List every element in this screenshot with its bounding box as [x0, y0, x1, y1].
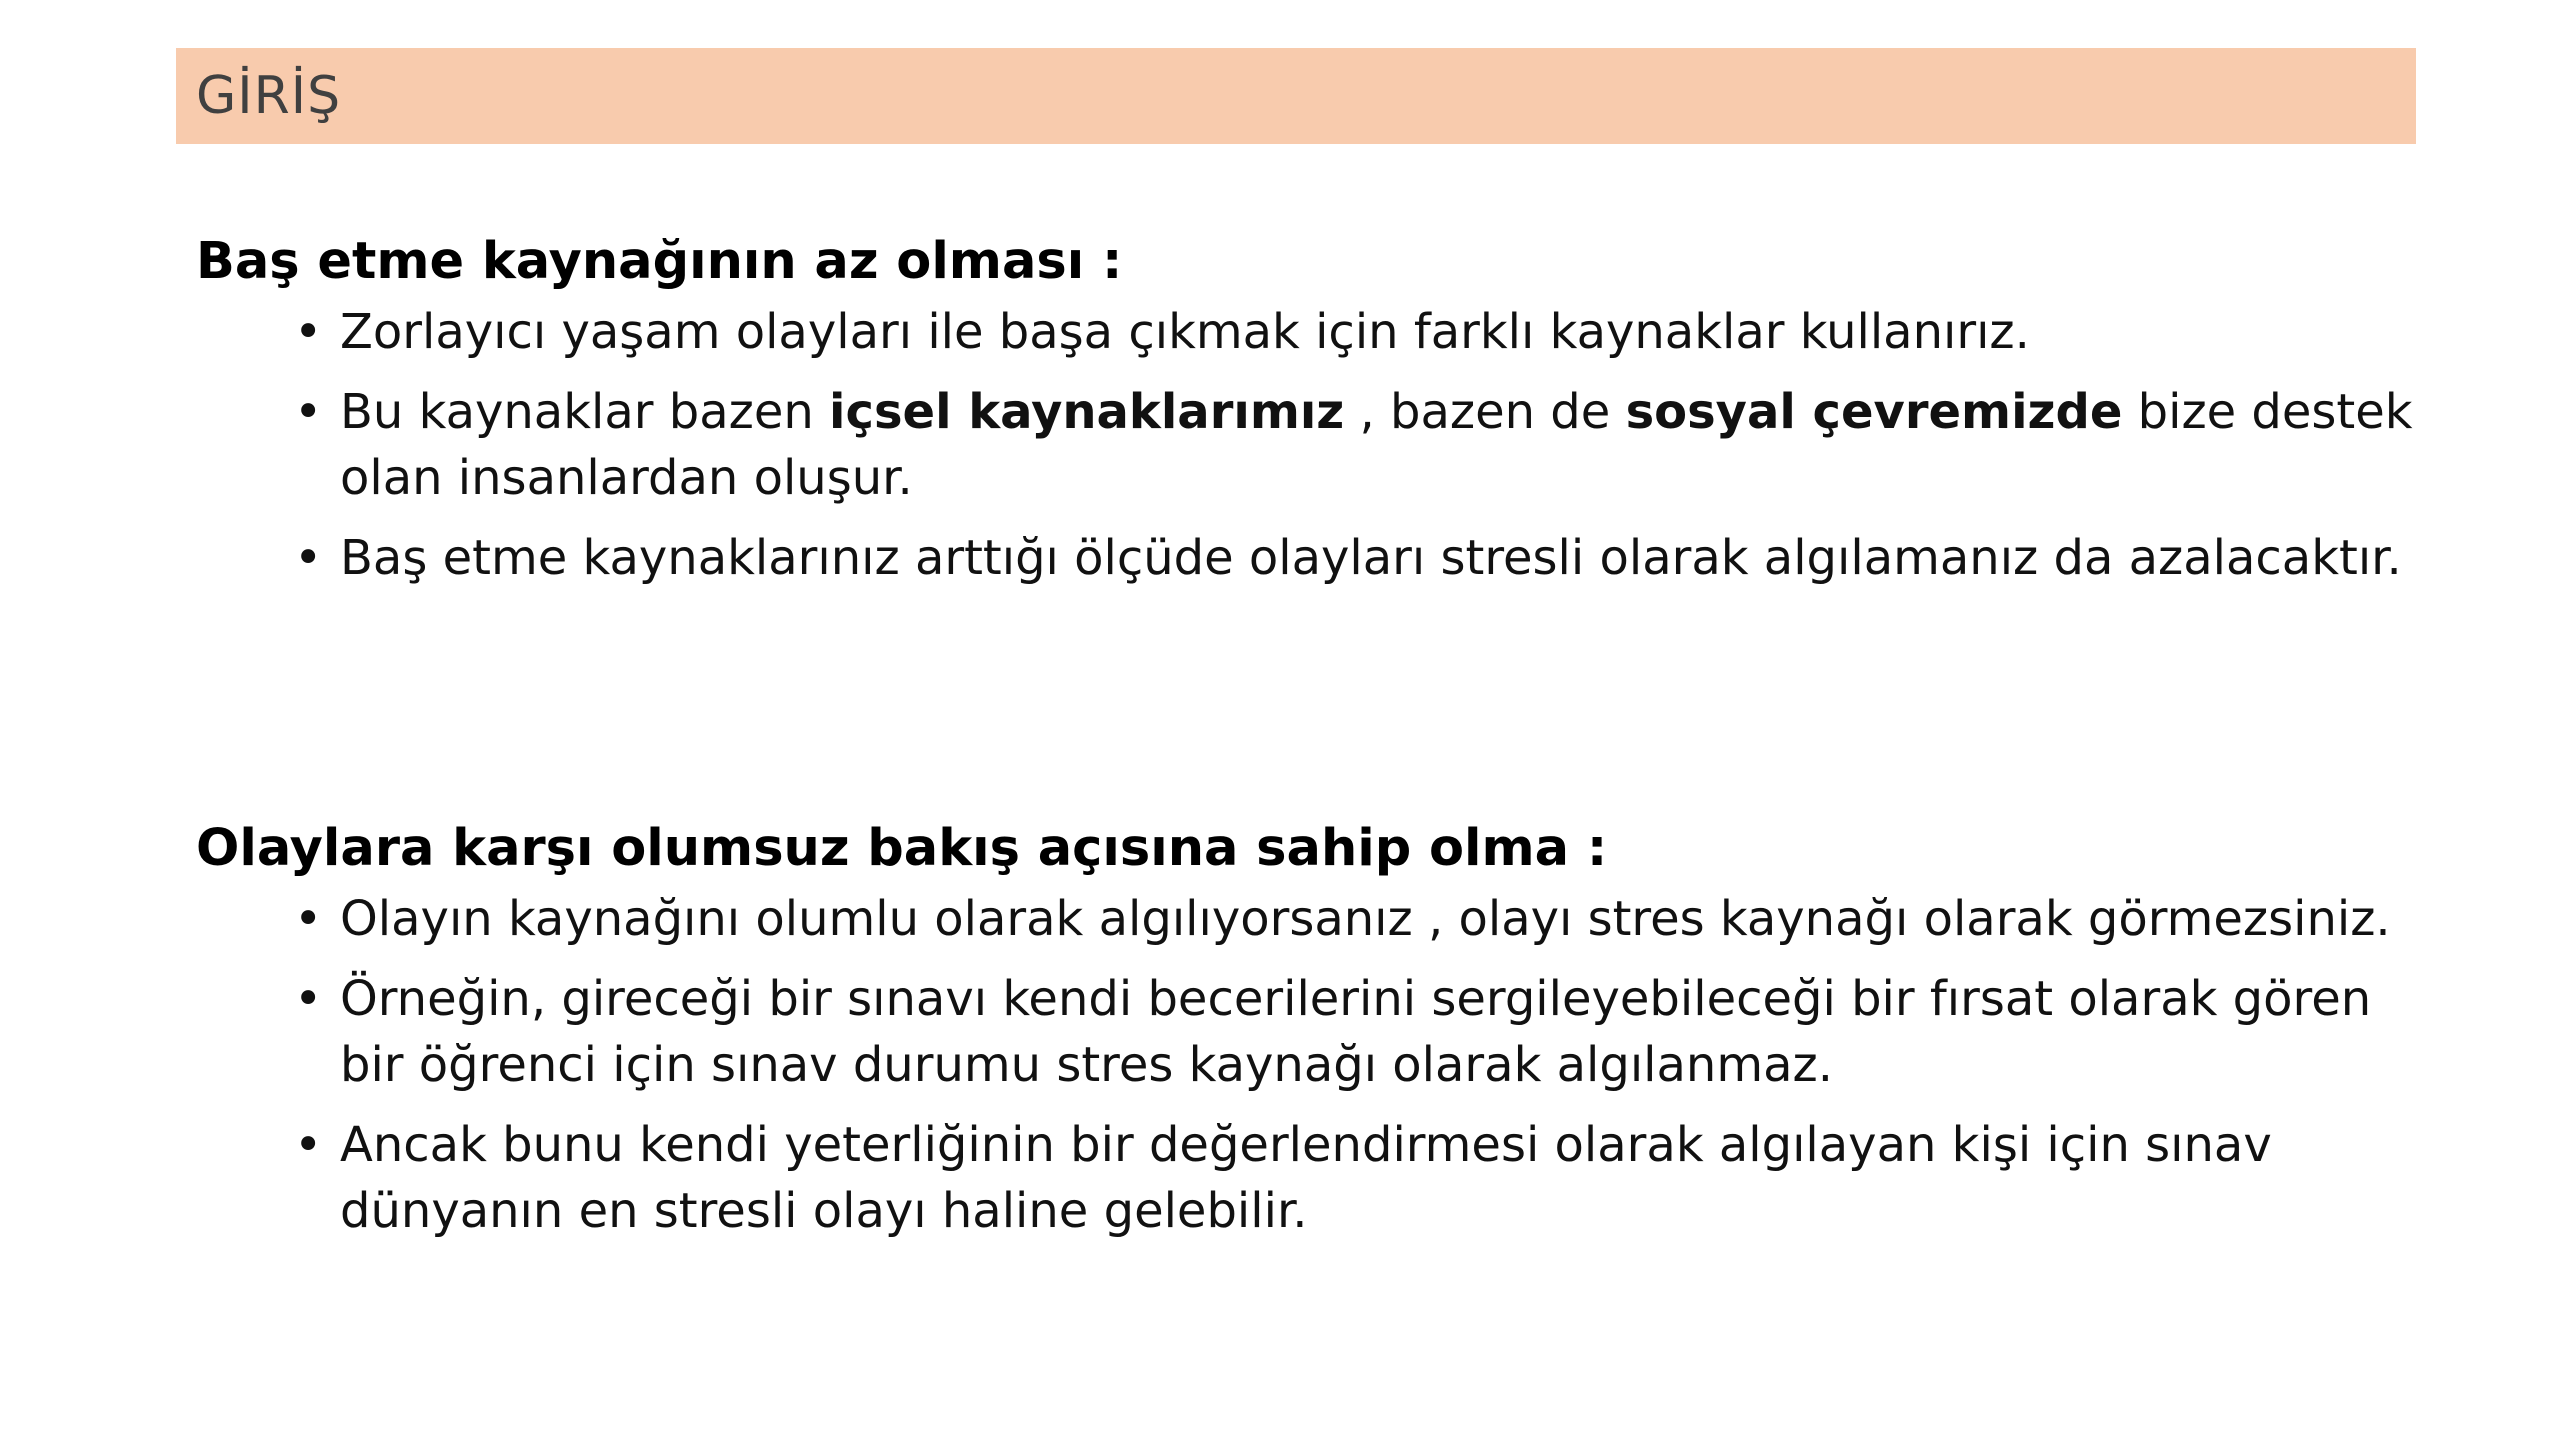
bullet-dot-icon: •	[294, 304, 323, 360]
bullet-segment: Zorlayıcı yaşam olayları ile başa çıkmak için farklı kaynaklar kullanırız.	[340, 304, 2030, 360]
bullet-text	[340, 966, 2436, 1098]
bullet-text	[340, 299, 2436, 365]
bullet-dot-icon: •	[294, 971, 323, 1027]
bullet-list	[196, 299, 2436, 591]
bullet-dot-icon: •	[294, 891, 323, 947]
bullet-segment-bold: sosyal çevremizde	[1625, 384, 2123, 440]
bullet-segment: Olayın kaynağını olumlu olarak algılıyorsanız , olayı stres kaynağı olarak görmezsiniz.	[340, 891, 2391, 947]
bullet-dot-icon: •	[294, 384, 323, 440]
section-negative-perspective	[196, 812, 2436, 1258]
bullet-segment: Ancak bunu kendi yeterliğinin bir değerlendirmesi olarak algılayan kişi için sınav dünyanın en stresli olayı haline gelebilir.	[340, 1117, 2272, 1239]
bullet-segment: Örneğin, gireceği bir sınavı kendi becerilerini sergileyebileceği bir fırsat olarak gören bir öğrenci için sınav durumu stres kaynağı olarak algılanmaz.	[340, 971, 2372, 1093]
bullet-text	[340, 1112, 2436, 1244]
bullet-item	[196, 379, 2436, 511]
bullet-segment: Bu kaynaklar bazen	[340, 384, 830, 440]
bullet-text	[340, 525, 2436, 591]
bullet-dot-icon: •	[294, 530, 323, 586]
bullet-text	[340, 379, 2436, 511]
section-coping-resources	[196, 225, 2436, 605]
bullet-item	[196, 1112, 2436, 1244]
page-title: GİRİŞ	[196, 66, 342, 126]
bullet-item	[196, 886, 2436, 952]
bullet-item	[196, 299, 2436, 365]
bullet-text	[340, 886, 2436, 952]
bullet-dot-icon: •	[294, 1117, 323, 1173]
bullet-segment: , bazen de	[1344, 384, 1626, 440]
bullet-segment-bold: içsel kaynaklarımız	[829, 384, 1345, 440]
bullet-item	[196, 966, 2436, 1098]
title-bar	[176, 48, 2416, 144]
bullet-segment: Baş etme kaynaklarınız arttığı ölçüde olayları stresli olarak algılamanız da azalacaktır.	[340, 530, 2402, 586]
bullet-segment: bize destek olan insanlardan oluşur.	[340, 384, 2413, 506]
section-heading: Baş etme kaynağının az olması :	[196, 232, 1123, 291]
bullet-item	[196, 525, 2436, 591]
bullet-list	[196, 886, 2436, 1244]
section-heading: Olaylara karşı olumsuz bakış açısına sahip olma :	[196, 819, 1608, 878]
